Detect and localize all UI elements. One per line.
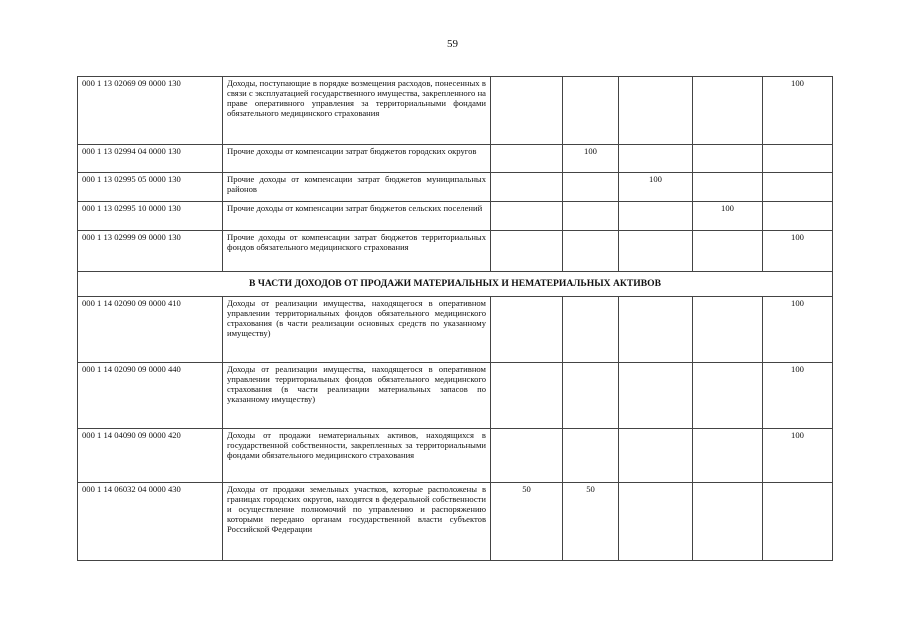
value-cell: 50 <box>491 483 563 561</box>
table-row <box>78 202 833 231</box>
value-cell: 50 <box>563 483 619 561</box>
table-row <box>78 231 833 272</box>
budget-code: 000 1 13 02994 04 0000 130 <box>78 145 223 173</box>
revenue-distribution-table <box>77 76 833 561</box>
value-cell <box>619 363 693 429</box>
value-cell <box>491 202 563 231</box>
value-cell <box>693 297 763 363</box>
value-cell <box>619 145 693 173</box>
value-cell <box>619 483 693 561</box>
value-cell: 100 <box>763 429 833 483</box>
value-cell <box>693 77 763 145</box>
value-cell <box>619 429 693 483</box>
revenue-description: Прочие доходы от компенсации затрат бюджетов городских округов <box>223 145 491 173</box>
budget-code: 000 1 13 02069 09 0000 130 <box>78 77 223 145</box>
value-cell <box>563 429 619 483</box>
revenue-description: Доходы от продажи нематериальных активов, находящихся в государственной собственности, закрепленных за территориальными фондами обязательного медицинского страхования <box>223 429 491 483</box>
revenue-description: Прочие доходы от компенсации затрат бюджетов муниципальных районов <box>223 173 491 202</box>
value-cell <box>619 77 693 145</box>
value-cell <box>693 231 763 272</box>
value-cell <box>563 173 619 202</box>
value-cell <box>563 202 619 231</box>
table-row <box>78 173 833 202</box>
value-cell <box>491 231 563 272</box>
budget-code: 000 1 14 02090 09 0000 410 <box>78 297 223 363</box>
value-cell <box>491 297 563 363</box>
page-number: 59 <box>447 38 458 50</box>
value-cell: 100 <box>763 77 833 145</box>
value-cell: 100 <box>763 231 833 272</box>
budget-code: 000 1 14 04090 09 0000 420 <box>78 429 223 483</box>
value-cell <box>563 297 619 363</box>
value-cell <box>563 77 619 145</box>
section-title: В ЧАСТИ ДОХОДОВ ОТ ПРОДАЖИ МАТЕРИАЛЬНЫХ И НЕМАТЕРИАЛЬНЫХ АКТИВОВ <box>78 272 833 297</box>
table-row <box>78 363 833 429</box>
table-row <box>78 145 833 173</box>
budget-code: 000 1 13 02999 09 0000 130 <box>78 231 223 272</box>
value-cell <box>619 297 693 363</box>
value-cell <box>619 231 693 272</box>
revenue-description: Прочие доходы от компенсации затрат бюджетов сельских поселений <box>223 202 491 231</box>
revenue-description: Доходы от реализации имущества, находящегося в оперативном управлении территориальных фондов обязательного медицинского страхования (в части реализации материальных запасов по указанному имуществу) <box>223 363 491 429</box>
budget-code: 000 1 14 02090 09 0000 440 <box>78 363 223 429</box>
value-cell <box>491 77 563 145</box>
value-cell <box>491 173 563 202</box>
value-cell: 100 <box>563 145 619 173</box>
section-header-row <box>78 272 833 297</box>
revenue-description: Доходы от продажи земельных участков, которые расположены в границах городских округов, находятся в федеральной собственности и осуществление полномочий по управлению и распоряжению которыми передано органам государственной власти субъектов Российской Федерации <box>223 483 491 561</box>
revenue-description: Доходы, поступающие в порядке возмещения расходов, понесенных в связи с эксплуатацией государственного имущества, закрепленного на праве оперативного управления за территориальными фондами обязательного медицинского страхования <box>223 77 491 145</box>
budget-code: 000 1 13 02995 05 0000 130 <box>78 173 223 202</box>
value-cell <box>763 202 833 231</box>
value-cell <box>693 483 763 561</box>
value-cell <box>693 145 763 173</box>
value-cell <box>563 231 619 272</box>
value-cell <box>693 363 763 429</box>
value-cell <box>563 363 619 429</box>
value-cell <box>693 429 763 483</box>
budget-code: 000 1 13 02995 10 0000 130 <box>78 202 223 231</box>
table-row <box>78 297 833 363</box>
table-row <box>78 429 833 483</box>
value-cell <box>619 202 693 231</box>
revenue-description: Прочие доходы от компенсации затрат бюджетов территориальных фондов обязательного медицинского страхования <box>223 231 491 272</box>
value-cell <box>763 483 833 561</box>
value-cell: 100 <box>763 363 833 429</box>
budget-code: 000 1 14 06032 04 0000 430 <box>78 483 223 561</box>
value-cell <box>693 173 763 202</box>
value-cell: 100 <box>763 297 833 363</box>
value-cell <box>491 145 563 173</box>
value-cell <box>763 173 833 202</box>
value-cell <box>491 363 563 429</box>
revenue-description: Доходы от реализации имущества, находящегося в оперативном управлении территориальных фондов обязательного медицинского страхования (в части реализации основных средств по указанному имуществу) <box>223 297 491 363</box>
table-row <box>78 483 833 561</box>
value-cell <box>491 429 563 483</box>
table-row <box>78 77 833 145</box>
value-cell: 100 <box>619 173 693 202</box>
value-cell <box>763 145 833 173</box>
value-cell: 100 <box>693 202 763 231</box>
